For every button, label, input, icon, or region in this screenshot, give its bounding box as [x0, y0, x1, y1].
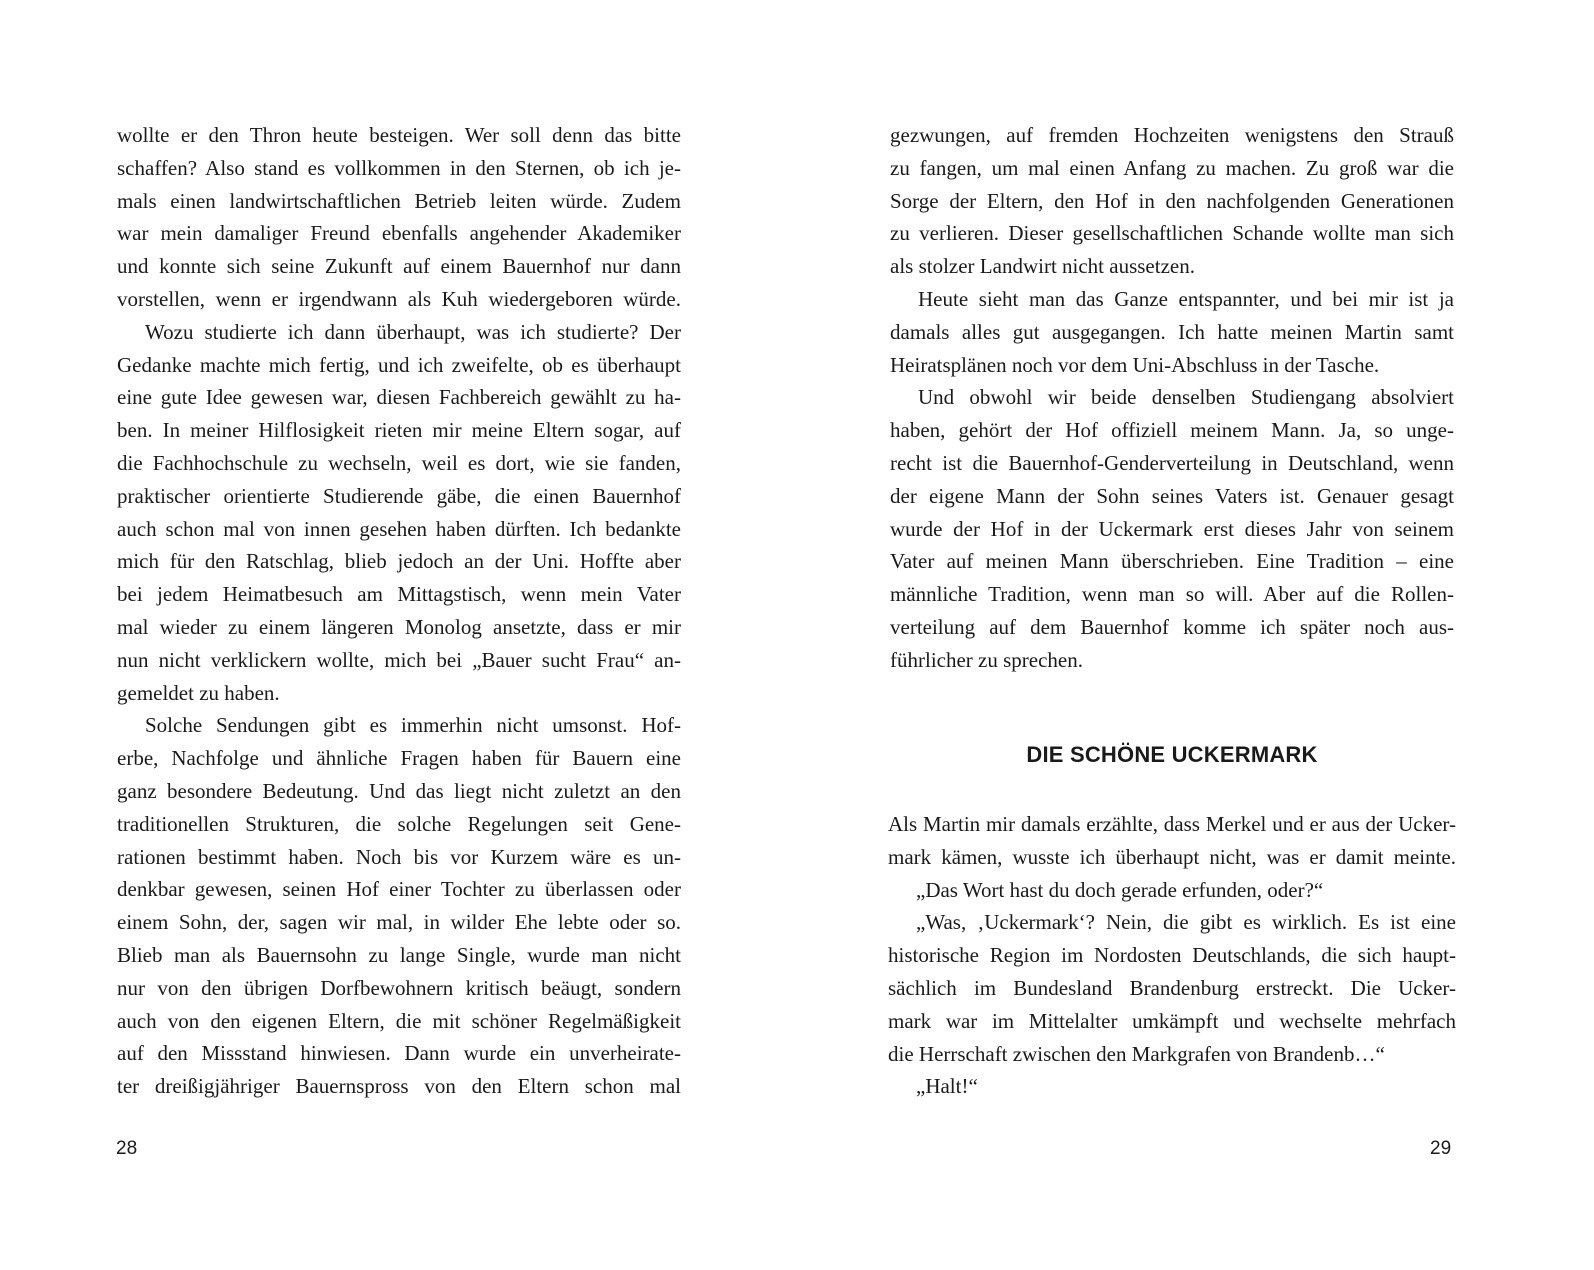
text-line: praktischer orientierte Studierende gäbe, die einen Bauernhof [117, 483, 681, 508]
text-line: zu fangen, um mal einen Anfang zu machen. Zu groß war die [890, 155, 1454, 180]
text-line: Vater auf meinen Mann überschrieben. Eine Tradition – eine [890, 549, 1454, 574]
text-line: eine gute Idee gewesen war, diesen Fachbereich gewählt zu ha- [117, 385, 681, 410]
right-page-text-top [890, 119, 1454, 677]
text-line: mal wieder zu einem längeren Monolog ansetzte, dass er mir [117, 614, 681, 639]
text-line: vorstellen, wenn er irgendwann als Kuh wiedergeboren würde. [117, 286, 681, 311]
text-line: auf den Missstand hinwiesen. Dann wurde ein unverheirate- [117, 1041, 681, 1066]
text-line: bei jedem Heimatbesuch am Mittagstisch, wenn mein Vater [117, 582, 681, 607]
right-page-text-bottom [888, 808, 1456, 1103]
text-line: Blieb man als Bauernsohn zu lange Single, wurde man nicht [117, 942, 681, 967]
text-line: ben. In meiner Hilflosigkeit rieten mir meine Eltern sogar, auf [117, 418, 681, 443]
text-line: als stolzer Landwirt nicht aussetzen. [890, 254, 1195, 279]
text-line: damals alles gut ausgegangen. Ich hatte meinen Martin samt [890, 319, 1454, 344]
text-line: ter dreißigjähriger Bauernspross von den Eltern schon mal [117, 1074, 681, 1099]
text-line: historische Region im Nordosten Deutschlands, die sich haupt- [888, 943, 1456, 968]
text-line: gezwungen, auf fremden Hochzeiten wenigstens den Strauß [890, 123, 1454, 147]
section-heading: DIE SCHÖNE UCKERMARK [1026, 742, 1318, 767]
text-line: gemeldet zu haben. [117, 680, 280, 705]
text-line: zu verlieren. Dieser gesellschaftlichen Schande wollte man sich [890, 221, 1454, 246]
text-line: Gedanke machte mich fertig, und ich zweifelte, ob es überhaupt [117, 352, 681, 377]
text-line: rationen bestimmt haben. Noch bis vor Kurzem wäre es un- [117, 844, 681, 869]
text-line: auch schon mal von innen gesehen haben dürften. Ich bedankte [117, 516, 681, 541]
text-line: mark kämen, wusste ich überhaupt nicht, was er damit meinte. [888, 844, 1456, 869]
text-line: nur von den übrigen Dorfbewohnern kritisch beäugt, sondern [117, 975, 681, 1000]
text-line: Wozu studierte ich dann überhaupt, was ich studierte? Der [145, 319, 681, 344]
text-line: auch von den eigenen Eltern, die mit schöner Regelmäßigkeit [117, 1008, 681, 1033]
text-line: nun nicht verklickern wollte, mich bei „Bauer sucht Frau“ an- [117, 647, 681, 672]
text-line: erbe, Nachfolge und ähnliche Fragen haben für Bauern eine [117, 746, 681, 771]
text-line: mark war im Mittelalter umkämpft und wechselte mehrfach [888, 1008, 1456, 1033]
text-line: Sorge der Eltern, den Hof in den nachfolgenden Generationen [890, 188, 1454, 213]
text-line: war mein damaliger Freund ebenfalls angehender Akademiker [117, 221, 681, 246]
text-line: mals einen landwirtschaftlichen Betrieb leiten würde. Zudem [117, 188, 681, 213]
text-line: Heiratsplänen noch vor dem Uni-Abschluss in der Tasche. [890, 352, 1380, 377]
text-line: Heute sieht man das Ganze entspannter, und bei mir ist ja [918, 286, 1454, 311]
text-line: verteilung auf dem Bauernhof komme ich später noch aus- [890, 614, 1454, 639]
text-line: sächlich im Bundesland Brandenburg erstreckt. Die Ucker- [888, 975, 1456, 1000]
text-line: mich für den Ratschlag, blieb jedoch an der Uni. Hoffte aber [117, 549, 681, 574]
text-line: die Herrschaft zwischen den Markgrafen von Brandenb…“ [888, 1041, 1385, 1066]
page-number-left: 28 [116, 1138, 138, 1159]
text-line: „Was, ‚Uckermark‘? Nein, die gibt es wirklich. Es ist eine [916, 910, 1456, 935]
text-line: „Halt!“ [916, 1074, 978, 1099]
text-line: wollte er den Thron heute besteigen. Wer soll denn das bitte [117, 123, 681, 147]
text-line: Und obwohl wir beide denselben Studiengang absolviert [918, 385, 1454, 410]
text-line: männliche Tradition, wenn man so will. Aber auf die Rollen- [890, 582, 1454, 607]
text-line: haben, gehört der Hof offiziell meinem Mann. Ja, so unge- [890, 418, 1454, 443]
text-line: Solche Sendungen gibt es immerhin nicht umsonst. Hof- [145, 713, 681, 738]
text-line: traditionellen Strukturen, die solche Regelungen seit Gene- [117, 811, 681, 836]
left-page-text [117, 119, 681, 1103]
text-line: wurde der Hof in der Uckermark erst dieses Jahr von seinem [890, 516, 1454, 541]
text-line: und konnte sich seine Zukunft auf einem Bauernhof nur dann [117, 254, 681, 279]
text-line: denkbar gewesen, seinen Hof einer Tochter zu überlassen oder [117, 877, 681, 902]
text-line: Als Martin mir damals erzählte, dass Merkel und er aus der Ucker- [888, 812, 1456, 836]
text-line: führlicher zu sprechen. [890, 647, 1083, 672]
text-line: der eigene Mann der Sohn seines Vaters ist. Genauer gesagt [890, 483, 1454, 508]
text-line: „Das Wort hast du doch gerade erfunden, oder?“ [916, 877, 1324, 902]
text-line: einem Sohn, der, sagen wir mal, in wilder Ehe lebte oder so. [117, 910, 681, 935]
page-number-right: 29 [1430, 1138, 1452, 1159]
text-line: ganz besondere Bedeutung. Und das liegt nicht zuletzt an den [117, 778, 681, 803]
text-line: schaffen? Also stand es vollkommen in den Sternen, ob ich je- [117, 155, 681, 180]
text-line: recht ist die Bauernhof-Genderverteilung in Deutschland, wenn [890, 450, 1454, 475]
text-line: die Fachhochschule zu wechseln, weil es dort, wie sie fanden, [117, 450, 681, 475]
